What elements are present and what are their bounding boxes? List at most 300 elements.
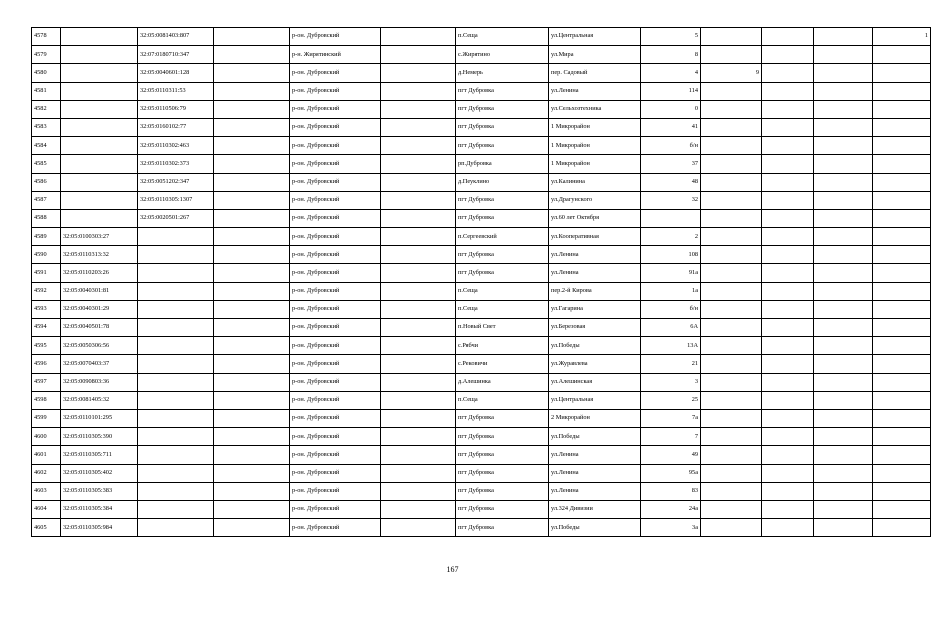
cell-cadastral-number-a [61, 191, 138, 209]
cell-cadastral-number-b: 32:05:0110302:463 [138, 137, 214, 155]
cell-street: ул.Центральная [549, 28, 641, 46]
cell-col-11 [762, 155, 814, 173]
cell-col-12 [814, 428, 873, 446]
cell-cadastral-number-b [138, 482, 214, 500]
cell-col-10 [701, 337, 762, 355]
cell-col-4 [214, 264, 290, 282]
cell-cadastral-number-b [138, 264, 214, 282]
cell-col-13 [873, 337, 931, 355]
cell-col-13 [873, 228, 931, 246]
cell-cadastral-number-a: 32:05:0110305:390 [61, 428, 138, 446]
cell-district: р-он. Дубровский [290, 82, 381, 100]
cell-col-11 [762, 428, 814, 446]
cell-cadastral-number-b [138, 246, 214, 264]
cell-locality: д.Алешинка [456, 373, 549, 391]
cell-house-number: 49 [641, 446, 701, 464]
cell-street: ул.Ленина [549, 246, 641, 264]
cell-col-12 [814, 355, 873, 373]
cell-col-12 [814, 82, 873, 100]
cell-col-10 [701, 228, 762, 246]
cell-col-6 [381, 28, 456, 46]
cell-col-6 [381, 446, 456, 464]
cell-house-number: 1а [641, 282, 701, 300]
table-row [32, 100, 931, 118]
cell-col-12 [814, 464, 873, 482]
cell-locality: пгт Дубровка [456, 191, 549, 209]
cell-col-10 [701, 500, 762, 518]
cell-locality: с.Рябчи [456, 337, 549, 355]
cell-row-number: 4603 [32, 482, 61, 500]
cell-cadastral-number-a [61, 82, 138, 100]
cell-cadastral-number-a [61, 137, 138, 155]
cell-district: р-н. Жирятинский [290, 46, 381, 64]
cell-col-10 [701, 137, 762, 155]
cell-col-6 [381, 118, 456, 136]
cell-col-10 [701, 300, 762, 318]
table-body [32, 28, 931, 537]
cell-street: ул.60 лет Октября [549, 209, 641, 227]
cell-street: ул.Победы [549, 428, 641, 446]
cell-cadastral-number-a: 32:05:0110305:402 [61, 464, 138, 482]
cell-cadastral-number-a [61, 100, 138, 118]
cell-col-11 [762, 373, 814, 391]
cell-district: р-он. Дубровский [290, 246, 381, 264]
cell-row-number: 4592 [32, 282, 61, 300]
cell-row-number: 4579 [32, 46, 61, 64]
cell-col-10 [701, 246, 762, 264]
cell-col-4 [214, 319, 290, 337]
cell-col-6 [381, 391, 456, 409]
table-row [32, 464, 931, 482]
cell-cadastral-number-b: 32:07:0180710:347 [138, 46, 214, 64]
cell-district: р-он. Дубровский [290, 137, 381, 155]
cell-row-number: 4584 [32, 137, 61, 155]
cell-col-11 [762, 191, 814, 209]
table-row [32, 173, 931, 191]
cell-col-12 [814, 300, 873, 318]
cell-col-4 [214, 337, 290, 355]
cell-row-number: 4591 [32, 264, 61, 282]
cell-col-12 [814, 373, 873, 391]
cell-col-6 [381, 264, 456, 282]
table-row [32, 64, 931, 82]
cell-col-6 [381, 355, 456, 373]
cell-locality: пгт Дубровка [456, 519, 549, 537]
cell-col-6 [381, 464, 456, 482]
cell-district: р-он. Дубровский [290, 64, 381, 82]
cell-col-6 [381, 428, 456, 446]
cell-locality: д.Немерь [456, 64, 549, 82]
cell-row-number: 4583 [32, 118, 61, 136]
cell-row-number: 4604 [32, 500, 61, 518]
cell-col-6 [381, 82, 456, 100]
table-row [32, 191, 931, 209]
cell-row-number: 4600 [32, 428, 61, 446]
cell-cadastral-number-a [61, 46, 138, 64]
cell-row-number: 4601 [32, 446, 61, 464]
cell-cadastral-number-b: 32:05:0110311:53 [138, 82, 214, 100]
cell-col-11 [762, 319, 814, 337]
cell-col-4 [214, 519, 290, 537]
cell-row-number: 4590 [32, 246, 61, 264]
cell-col-11 [762, 446, 814, 464]
cell-col-10 [701, 155, 762, 173]
cell-street: ул.Ленина [549, 446, 641, 464]
cell-cadastral-number-a: 32:05:0070403:37 [61, 355, 138, 373]
cell-col-11 [762, 137, 814, 155]
table-row [32, 246, 931, 264]
cell-col-12 [814, 118, 873, 136]
cell-col-4 [214, 446, 290, 464]
cell-cadastral-number-a [61, 118, 138, 136]
cell-house-number [641, 209, 701, 227]
cell-col-10 [701, 28, 762, 46]
cell-district: р-он. Дубровский [290, 155, 381, 173]
table-row [32, 28, 931, 46]
cell-col-12 [814, 191, 873, 209]
cell-col-6 [381, 482, 456, 500]
table-row [32, 482, 931, 500]
cell-col-10 [701, 391, 762, 409]
cell-street: ул.Ленина [549, 482, 641, 500]
cell-row-number: 4594 [32, 319, 61, 337]
cell-locality: пгт Дубровка [456, 464, 549, 482]
cell-col-13 [873, 282, 931, 300]
cell-col-11 [762, 173, 814, 191]
cell-col-12 [814, 246, 873, 264]
cell-street: ул.Ленина [549, 264, 641, 282]
cell-cadastral-number-a [61, 28, 138, 46]
cell-row-number: 4593 [32, 300, 61, 318]
cell-district: р-он. Дубровский [290, 500, 381, 518]
cell-cadastral-number-a: 32:05:0090803:36 [61, 373, 138, 391]
cell-col-10 [701, 319, 762, 337]
table-row [32, 319, 931, 337]
cell-row-number: 4585 [32, 155, 61, 173]
cell-district: р-он. Дубровский [290, 100, 381, 118]
cell-district: р-он. Дубровский [290, 173, 381, 191]
cell-street: пер.2-й Кирова [549, 282, 641, 300]
cell-cadastral-number-b [138, 300, 214, 318]
table-row [32, 409, 931, 427]
cell-col-11 [762, 482, 814, 500]
cell-row-number: 4602 [32, 464, 61, 482]
cell-col-6 [381, 300, 456, 318]
registry-table [31, 27, 931, 537]
cell-col-13 [873, 100, 931, 118]
cell-col-12 [814, 500, 873, 518]
cell-street: ул.Мира [549, 46, 641, 64]
cell-locality: пгт Дубровка [456, 246, 549, 264]
cell-street: ул.Победы [549, 337, 641, 355]
cell-col-6 [381, 246, 456, 264]
cell-col-10 [701, 482, 762, 500]
cell-col-4 [214, 409, 290, 427]
cell-col-10 [701, 409, 762, 427]
cell-col-4 [214, 500, 290, 518]
cell-cadastral-number-a: 32:05:0040301:29 [61, 300, 138, 318]
cell-locality: пгт Дубровка [456, 137, 549, 155]
cell-col-6 [381, 282, 456, 300]
cell-col-6 [381, 500, 456, 518]
cell-col-12 [814, 155, 873, 173]
cell-col-6 [381, 209, 456, 227]
cell-col-4 [214, 246, 290, 264]
cell-street: ул.Центральная [549, 391, 641, 409]
cell-col-4 [214, 228, 290, 246]
cell-house-number: 91а [641, 264, 701, 282]
cell-col-10 [701, 446, 762, 464]
cell-locality: пгт Дубровка [456, 428, 549, 446]
cell-col-11 [762, 28, 814, 46]
cell-col-4 [214, 191, 290, 209]
cell-locality: пгт Дубровка [456, 100, 549, 118]
cell-street: ул.Драгунского [549, 191, 641, 209]
cell-col-6 [381, 100, 456, 118]
cell-col-10 [701, 428, 762, 446]
cell-district: р-он. Дубровский [290, 209, 381, 227]
cell-col-10 [701, 100, 762, 118]
cell-cadastral-number-b [138, 355, 214, 373]
cell-locality: пгт Дубровка [456, 446, 549, 464]
cell-col-11 [762, 464, 814, 482]
table-row [32, 264, 931, 282]
cell-col-6 [381, 155, 456, 173]
cell-district: р-он. Дубровский [290, 118, 381, 136]
cell-house-number: б/н [641, 300, 701, 318]
cell-locality: пгт Дубровка [456, 500, 549, 518]
cell-cadastral-number-b: 32:05:0110305:1307 [138, 191, 214, 209]
cell-col-11 [762, 82, 814, 100]
cell-street: ул.Журавлева [549, 355, 641, 373]
cell-street: ул.Калинина [549, 173, 641, 191]
cell-col-13 [873, 319, 931, 337]
cell-col-13 [873, 82, 931, 100]
table-row [32, 373, 931, 391]
cell-cadastral-number-b [138, 464, 214, 482]
cell-cadastral-number-b [138, 319, 214, 337]
cell-col-12 [814, 209, 873, 227]
cell-col-13 [873, 118, 931, 136]
cell-row-number: 4581 [32, 82, 61, 100]
cell-col-13 [873, 519, 931, 537]
cell-col-10: 9 [701, 64, 762, 82]
cell-col-13 [873, 173, 931, 191]
cell-col-13: 1 [873, 28, 931, 46]
cell-cadastral-number-a: 32:05:0110101:295 [61, 409, 138, 427]
cell-street: 1 Микрорайон [549, 118, 641, 136]
cell-col-4 [214, 373, 290, 391]
cell-col-12 [814, 391, 873, 409]
cell-col-6 [381, 137, 456, 155]
cell-cadastral-number-b [138, 282, 214, 300]
registry-table-container [31, 27, 931, 537]
cell-col-6 [381, 64, 456, 82]
cell-col-4 [214, 137, 290, 155]
table-row [32, 209, 931, 227]
cell-col-4 [214, 82, 290, 100]
cell-col-6 [381, 228, 456, 246]
cell-house-number: 7 [641, 428, 701, 446]
cell-col-11 [762, 264, 814, 282]
cell-cadastral-number-b: 32:05:0051202:347 [138, 173, 214, 191]
cell-locality: п.Сеща [456, 391, 549, 409]
cell-col-4 [214, 209, 290, 227]
cell-house-number: 25 [641, 391, 701, 409]
cell-col-6 [381, 409, 456, 427]
table-row [32, 228, 931, 246]
cell-cadastral-number-a [61, 173, 138, 191]
cell-col-6 [381, 191, 456, 209]
cell-house-number: 3 [641, 373, 701, 391]
cell-locality: п.Сеща [456, 282, 549, 300]
cell-locality: пгт Дубровка [456, 209, 549, 227]
cell-district: р-он. Дубровский [290, 191, 381, 209]
table-row [32, 46, 931, 64]
cell-col-13 [873, 46, 931, 64]
cell-col-12 [814, 482, 873, 500]
cell-cadastral-number-b [138, 500, 214, 518]
cell-col-10 [701, 46, 762, 64]
cell-col-12 [814, 264, 873, 282]
cell-col-13 [873, 482, 931, 500]
cell-col-4 [214, 464, 290, 482]
cell-house-number: 32 [641, 191, 701, 209]
cell-col-11 [762, 500, 814, 518]
cell-col-6 [381, 173, 456, 191]
cell-locality: пгт Дубровка [456, 264, 549, 282]
cell-cadastral-number-a: 32:05:0110203:26 [61, 264, 138, 282]
cell-locality: пгт Дубровка [456, 482, 549, 500]
cell-col-10 [701, 173, 762, 191]
cell-house-number: б/н [641, 137, 701, 155]
table-row [32, 300, 931, 318]
cell-col-12 [814, 100, 873, 118]
cell-col-6 [381, 337, 456, 355]
cell-col-6 [381, 319, 456, 337]
table-row [32, 82, 931, 100]
cell-cadastral-number-a [61, 64, 138, 82]
cell-district: р-он. Дубровский [290, 428, 381, 446]
cell-col-10 [701, 464, 762, 482]
cell-col-11 [762, 209, 814, 227]
cell-locality: п.Сеща [456, 300, 549, 318]
cell-col-10 [701, 191, 762, 209]
cell-row-number: 4582 [32, 100, 61, 118]
cell-cadastral-number-b [138, 337, 214, 355]
cell-cadastral-number-b [138, 228, 214, 246]
cell-row-number: 4588 [32, 209, 61, 227]
cell-col-13 [873, 64, 931, 82]
cell-cadastral-number-a [61, 209, 138, 227]
cell-col-13 [873, 300, 931, 318]
cell-row-number: 4597 [32, 373, 61, 391]
cell-row-number: 4589 [32, 228, 61, 246]
cell-col-12 [814, 446, 873, 464]
cell-col-4 [214, 300, 290, 318]
cell-col-10 [701, 373, 762, 391]
cell-col-12 [814, 519, 873, 537]
cell-house-number: 83 [641, 482, 701, 500]
cell-col-11 [762, 355, 814, 373]
cell-street: ул.Победы [549, 519, 641, 537]
cell-locality: рп.Дубровка [456, 155, 549, 173]
cell-cadastral-number-a: 32:05:0050306:56 [61, 337, 138, 355]
cell-street: ул.324 Дивизии [549, 500, 641, 518]
cell-cadastral-number-b [138, 391, 214, 409]
cell-col-4 [214, 28, 290, 46]
cell-district: р-он. Дубровский [290, 300, 381, 318]
cell-row-number: 4598 [32, 391, 61, 409]
cell-col-12 [814, 137, 873, 155]
cell-col-13 [873, 446, 931, 464]
cell-col-12 [814, 337, 873, 355]
cell-row-number: 4605 [32, 519, 61, 537]
cell-row-number: 4599 [32, 409, 61, 427]
table-row [32, 391, 931, 409]
cell-col-4 [214, 118, 290, 136]
cell-col-11 [762, 46, 814, 64]
cell-col-13 [873, 155, 931, 173]
cell-cadastral-number-a: 32:05:0110305:984 [61, 519, 138, 537]
cell-cadastral-number-b [138, 373, 214, 391]
cell-col-10 [701, 209, 762, 227]
cell-district: р-он. Дубровский [290, 264, 381, 282]
cell-locality: пгт Дубровка [456, 82, 549, 100]
cell-col-4 [214, 173, 290, 191]
table-row [32, 428, 931, 446]
cell-col-12 [814, 173, 873, 191]
cell-locality: с.Жирятино [456, 46, 549, 64]
cell-district: р-он. Дубровский [290, 409, 381, 427]
cell-col-12 [814, 228, 873, 246]
cell-col-11 [762, 228, 814, 246]
cell-col-6 [381, 519, 456, 537]
cell-district: р-он. Дубровский [290, 482, 381, 500]
cell-col-6 [381, 46, 456, 64]
cell-col-11 [762, 246, 814, 264]
cell-house-number: 5 [641, 28, 701, 46]
cell-col-10 [701, 519, 762, 537]
cell-district: р-он. Дубровский [290, 464, 381, 482]
cell-cadastral-number-b: 32:05:0160102:77 [138, 118, 214, 136]
table-row [32, 355, 931, 373]
cell-col-10 [701, 355, 762, 373]
cell-col-12 [814, 282, 873, 300]
cell-col-13 [873, 246, 931, 264]
cell-cadastral-number-b [138, 519, 214, 537]
cell-street: 1 Микрорайон [549, 137, 641, 155]
cell-col-12 [814, 319, 873, 337]
table-row [32, 337, 931, 355]
cell-col-12 [814, 46, 873, 64]
cell-locality: пгт Дубровка [456, 118, 549, 136]
table-row [32, 118, 931, 136]
cell-street: ул.Ленина [549, 82, 641, 100]
cell-row-number: 4596 [32, 355, 61, 373]
cell-house-number: 6А [641, 319, 701, 337]
cell-street: ул.Ленина [549, 464, 641, 482]
cell-col-11 [762, 337, 814, 355]
cell-house-number: 114 [641, 82, 701, 100]
cell-district: р-он. Дубровский [290, 355, 381, 373]
cell-cadastral-number-a [61, 155, 138, 173]
cell-house-number: 37 [641, 155, 701, 173]
cell-col-11 [762, 118, 814, 136]
cell-locality: пгт Дубровка [456, 409, 549, 427]
cell-col-4 [214, 391, 290, 409]
cell-col-4 [214, 46, 290, 64]
